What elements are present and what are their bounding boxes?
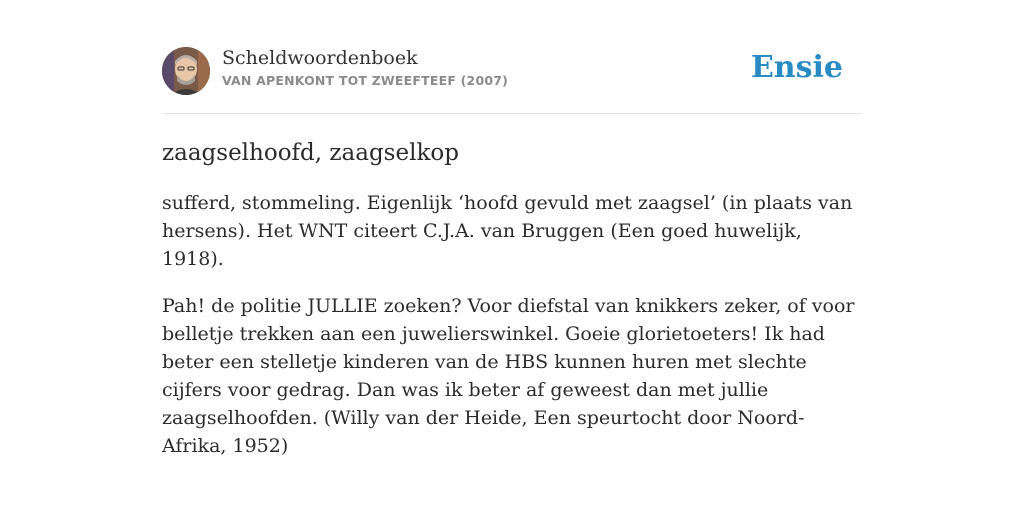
source-subtitle: VAN APENKONT TOT ZWEEFTEEF (2007) (222, 73, 509, 88)
definition-card (162, 44, 862, 460)
source-info (222, 46, 508, 88)
definition-paragraph: sufferd, stommeling. Eigenlijk ‘hoofd gevuld met zaagsel’ (in plaats van hersens). Het WNT citeert C.J.A. van Bruggen (Een goed huwelijk, 1918). (162, 192, 853, 270)
brand-logo-link[interactable]: Ensie (750, 50, 843, 85)
headword-title: zaagselhoofd, zaagselkop (162, 140, 459, 166)
quotation-paragraph: Pah! de politie JULLIE zoeken? Voor diefstal van knikkers zeker, of voor belletje trekken aan een juwelierswinkel. Goeie glorietoeters! Ik had beter een stelletje kinderen van de HBS kunnen huren met slechte cijfers voor gedrag. Dan was ik beter af geweest dan met jullie zaagselhoofden. (Willy van der Heide, Een speurtocht door Noord-Afrika, 1952) (162, 295, 855, 457)
source-title[interactable]: Scheldwoordenboek (222, 47, 418, 69)
author-portrait-icon (162, 47, 210, 95)
author-avatar[interactable] (162, 47, 210, 95)
card-header (162, 44, 862, 114)
